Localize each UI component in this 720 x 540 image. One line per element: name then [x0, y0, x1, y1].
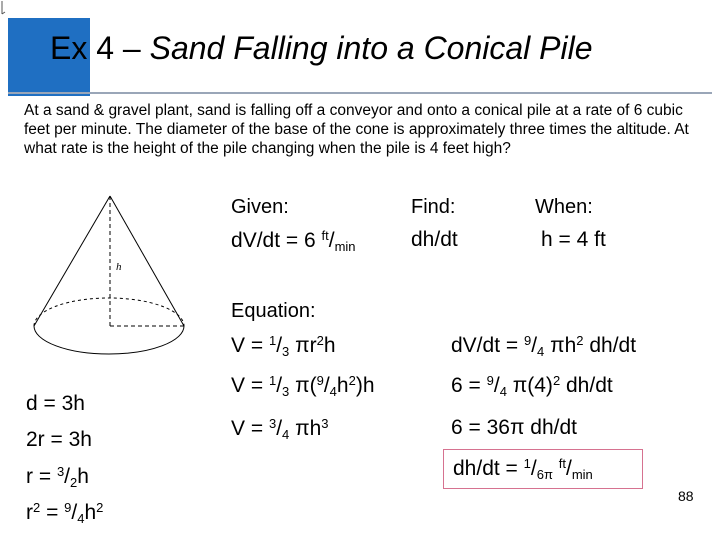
title-prefix: Ex 4 –	[50, 30, 150, 66]
given-label: Given:	[231, 196, 289, 218]
problem-statement: At a sand & gravel plant, sand is falling off a conveyor and onto a conical pile at a rate of 6 cubic feet per minute. The diameter of the base of the cone is approximately three times the altitude. At what rate is the height of the pile changing when the pile is 4 feet high?	[24, 102, 689, 157]
when-value: h = 4 ft	[541, 228, 606, 251]
relation-d-3h: d = 3h	[26, 392, 85, 415]
equation-36pi: 6 = 36π dh/dt	[451, 416, 577, 439]
cone-left-edge	[34, 196, 110, 326]
relation-r: $r = ^3/_2h$	[26, 464, 89, 490]
title-italic: Sand Falling into a Conical Pile	[149, 30, 593, 66]
corner-mark	[0, 0, 6, 16]
cone-base-back	[34, 298, 184, 326]
equation-label: Equation:	[231, 300, 316, 322]
cone-base-front	[34, 326, 184, 354]
find-label: Find:	[411, 196, 456, 218]
equation-plugged-in: $6 = ^9/_4$ $\pi(4)^2$ dh/dt	[451, 373, 613, 399]
relation-2r-3h: 2r = 3h	[26, 428, 92, 451]
cone-height-label: h	[116, 261, 122, 273]
page-number: 88	[678, 488, 694, 504]
given-value: dV/dt = 6 $^{ft}/_{min}$	[231, 228, 356, 254]
relation-r-squared: $r^2 = ^9/_4h^2$	[26, 500, 104, 526]
title-rule	[8, 92, 712, 94]
slide-title	[50, 30, 593, 67]
equation-volume: $V = ^1/_3$ $\pi r^2h$	[231, 333, 336, 359]
answer: $dh/dt = ^1/_{6\pi}$ $^{ft}/_{min}$	[453, 456, 593, 482]
equation-substituted: $V = ^1/_3$ $\pi(^9/_4h^2)h$	[231, 373, 375, 399]
cone-diagram	[14, 192, 204, 366]
equation-simplified: $V = ^3/_4$ $\pi h^3$	[231, 416, 329, 442]
equation-derivative: $dV/dt = ^9/_4$ $\pi h^2$ dh/dt	[451, 333, 637, 359]
find-value: dh/dt	[411, 228, 458, 251]
when-label: When:	[535, 196, 593, 218]
